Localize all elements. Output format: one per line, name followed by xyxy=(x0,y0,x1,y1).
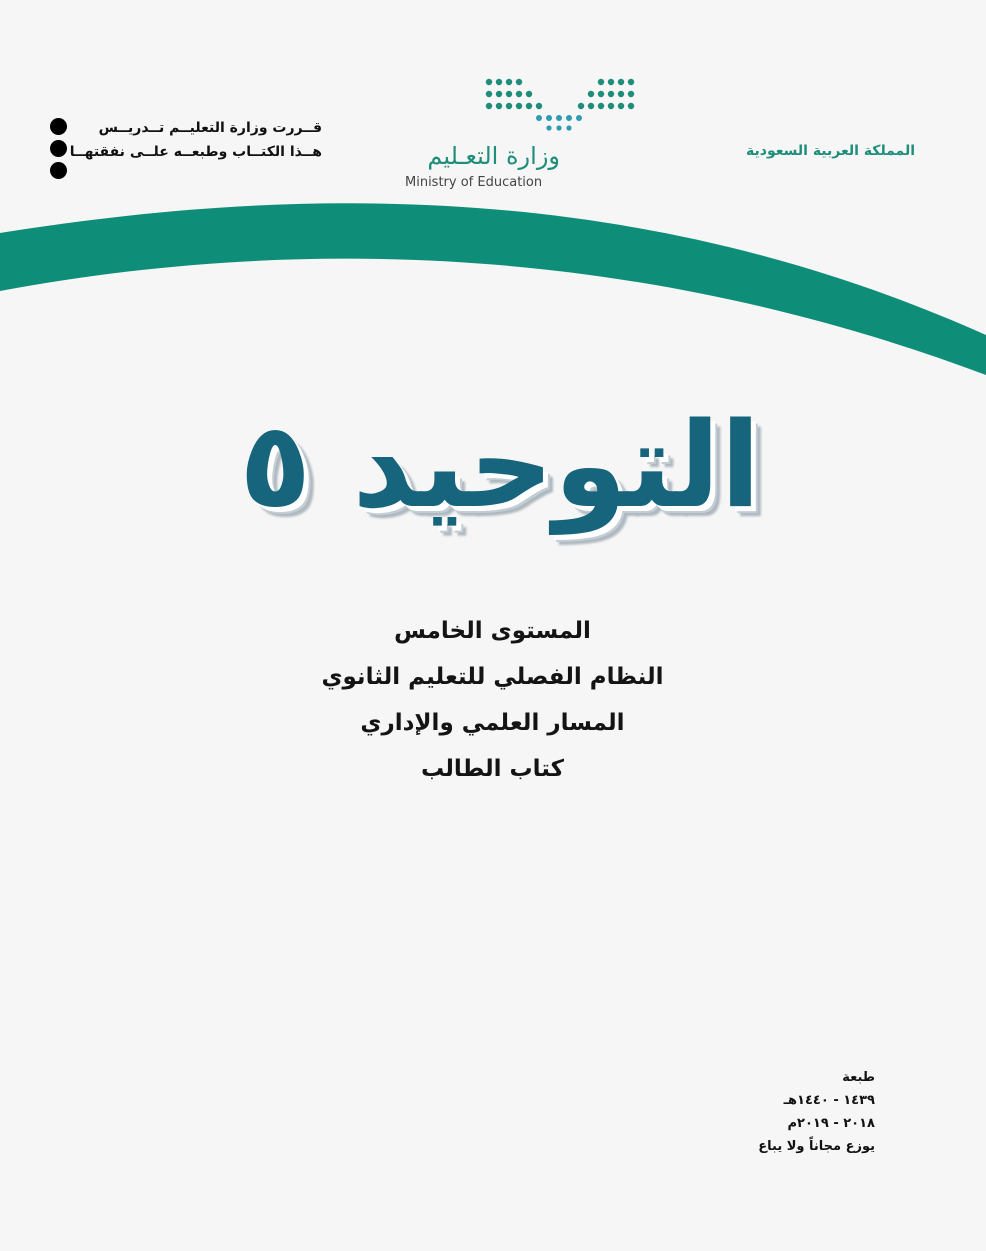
subtitle-level: المستوى الخامس xyxy=(394,618,591,644)
subtitle-track: المسار العلمي والإداري xyxy=(360,710,625,736)
edition-gregorian: ٢٠١٨ - ٢٠١٩م xyxy=(787,1116,875,1131)
subtitle-system: النظام الفصلي للتعليم الثانوي xyxy=(321,664,664,690)
swoosh-band xyxy=(0,203,986,375)
book-subtitles xyxy=(200,612,785,796)
kingdom-label: المملكة العربية السعودية xyxy=(746,143,915,159)
edition-hijri: ١٤٣٩ - ١٤٤٠هـ xyxy=(783,1093,875,1108)
ministry-name-ar: وزارة التعـليم xyxy=(427,142,560,170)
subtitle-book-type: كتاب الطالب xyxy=(420,756,565,782)
ministry-logo xyxy=(405,72,565,192)
teal-swoosh xyxy=(0,195,986,385)
statement-line-2: هــذا الكتــاب وطبعــه علــى نفقتهــا xyxy=(69,144,322,160)
edition-label: طبعة xyxy=(842,1070,875,1085)
edition-note: يوزع مجاناً ولا يباع xyxy=(758,1139,875,1154)
ministry-name-en: Ministry of Education xyxy=(405,175,543,190)
edition-info xyxy=(700,1066,875,1158)
book-title: التوحيد ٥ xyxy=(239,396,761,534)
ministry-statement xyxy=(44,116,334,164)
bullet-dot xyxy=(50,162,67,179)
book-title-block xyxy=(120,380,880,560)
ministry-logo-mark-icon xyxy=(483,76,639,132)
statement-line-1: قــررت وزارة التعليــم تــدريــس xyxy=(98,120,322,136)
